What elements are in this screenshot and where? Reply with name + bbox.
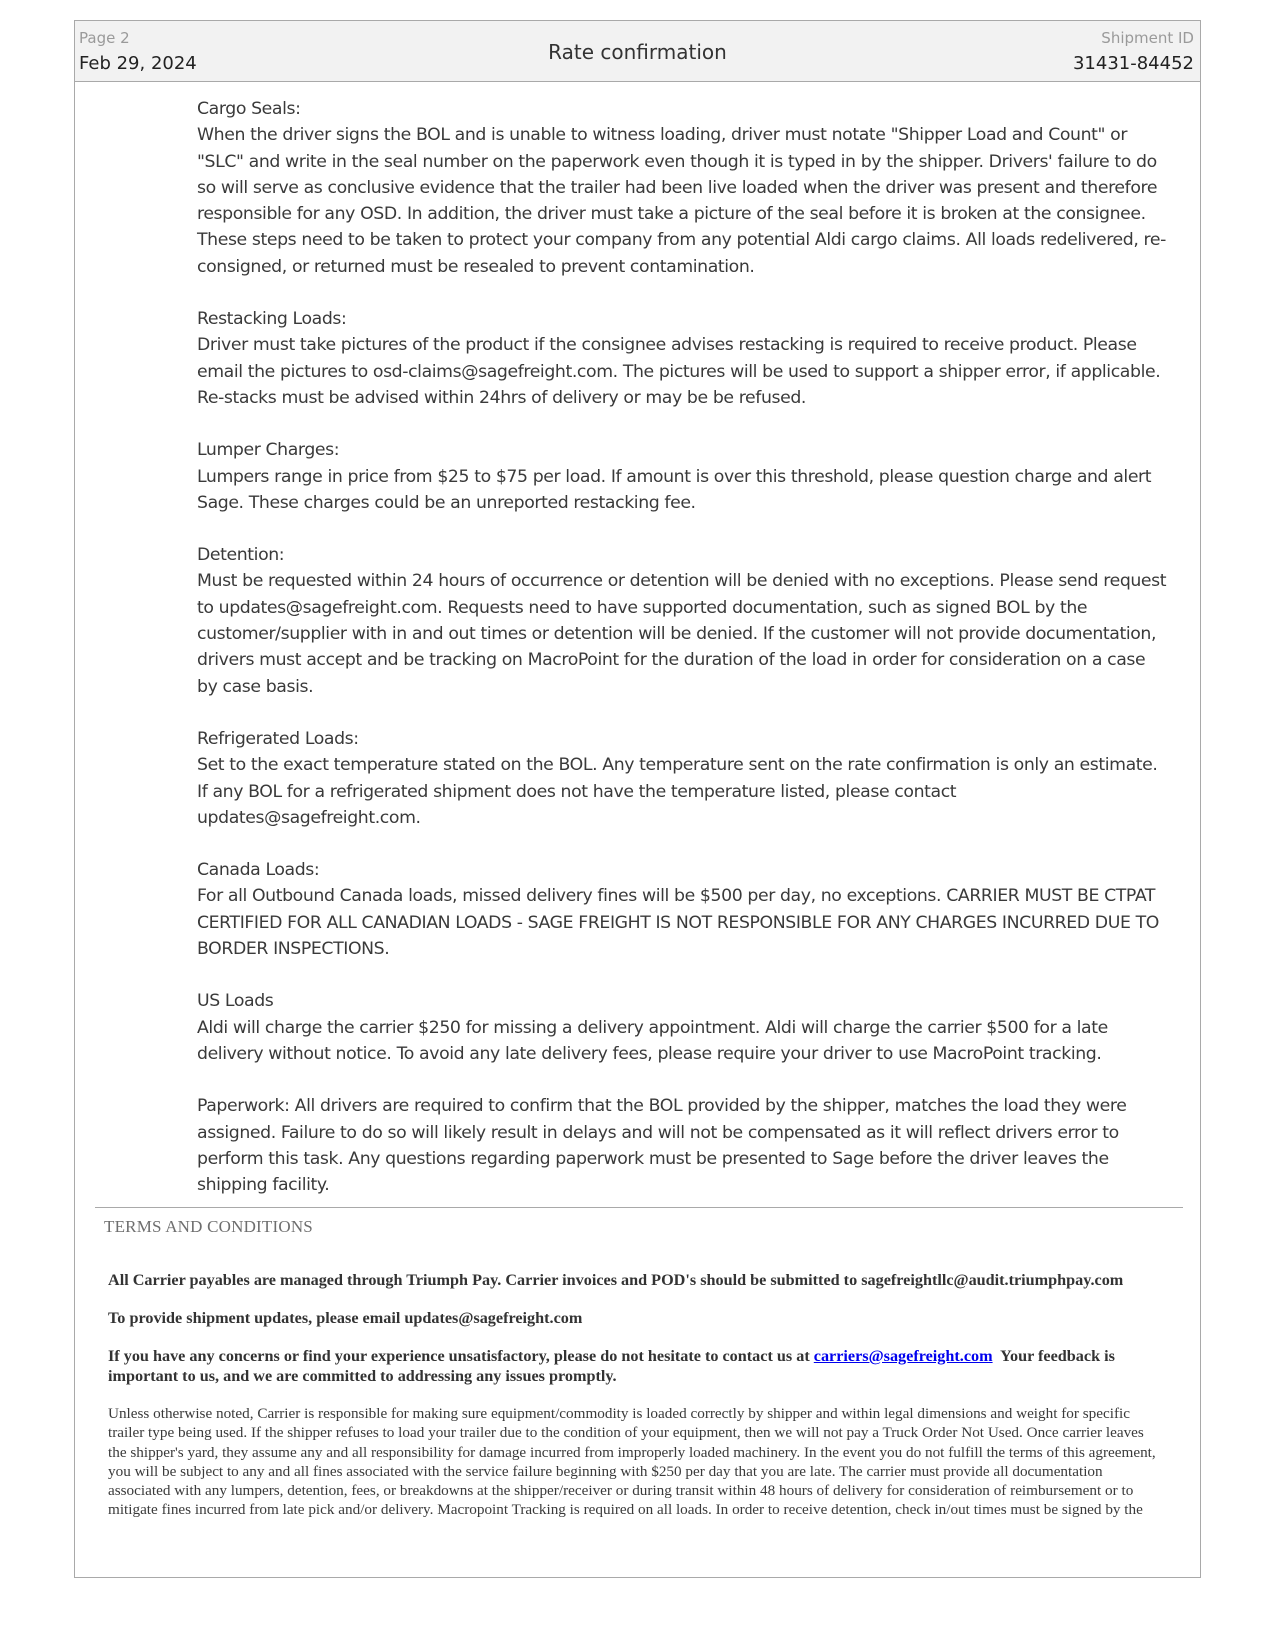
note-us-loads — [197, 988, 1167, 1067]
note-heading: Lumper Charges: — [197, 440, 340, 461]
note-heading: Restacking Loads: — [197, 309, 347, 330]
note-body: Driver must take pictures of the product if the consignee advises restacking is required to receive product. Please email the pictures to osd-claims@sagefreight.com. The pictures will be used to support a shipper error, if applicable. Re-stacks must be advised within 24hrs of delivery or may be be refused. — [197, 335, 1161, 408]
page-header — [75, 21, 1200, 82]
note-heading: Cargo Seals: — [197, 99, 301, 119]
note-detention — [197, 542, 1167, 700]
terms-triumph-pay: All Carrier payables are managed through Triumph Pay. Carrier invoices and POD's should be submitted to sagefreightllc@audit.triumphpay.com — [108, 1271, 1124, 1289]
note-body: For all Outbound Canada loads, missed delivery fines will be $500 per day, no exceptions. CARRIER MUST BE CTPAT CERTIFIED FOR ALL CANADIAN LOADS - SAGE FREIGHT IS NOT RESPONSIBLE FOR ANY CHARGES INCURRED DUE TO BORDER INSPECTIONS. — [197, 886, 1159, 960]
note-body: Lumpers range in price from $25 to $75 per load. If amount is over this threshold, please question charge and alert Sage. These charges could be an unreported restacking fee. — [197, 466, 1152, 513]
note-heading: Canada Loads: — [197, 860, 320, 881]
terms-concerns — [108, 1346, 1160, 1386]
carrier-instructions — [197, 96, 1167, 1224]
concerns-followup: Your feedback is important to us, and we are committed to addressing any issues promptly. — [108, 1347, 1115, 1385]
page-number: Page 2 — [79, 29, 130, 47]
note-refrigerated-loads — [197, 726, 1167, 831]
note-heading: Detention: — [197, 545, 285, 566]
terms-updates: To provide shipment updates, please email updates@sagefreight.com — [108, 1309, 583, 1327]
carriers-email-link[interactable]: carriers@sagefreight.com — [813, 1347, 993, 1365]
shipment-id: 31431-84452 — [1072, 53, 1194, 74]
note-body: When the driver signs the BOL and is unable to witness loading, driver must notate "Shipper Load and Count" or "SLC" and write in the seal number on the paperwork even though it is typed in by the shipper. Drivers' failure to do so will serve as conclusive evidence that the trailer had been live loaded when the driver was present and therefore responsible for any OSD. In addition, the driver must take a picture of the seal before it is broken at the consignee. These steps need to be taken to protect your company from any potential Aldi cargo claims. All loads redelivered, re-consigned, or returned must be resealed to prevent contamination. — [197, 125, 1166, 277]
terms-heading: TERMS AND CONDITIONS — [104, 1217, 313, 1236]
note-cargo-seals — [197, 96, 1167, 280]
note-heading: Refrigerated Loads: — [197, 728, 359, 749]
section-divider — [95, 1207, 1183, 1208]
terms-fine-print: Unless otherwise noted, Carrier is responsible for making sure equipment/commodity is loaded correctly by shipper and within legal dimensions and weight for specific trailer type being used. If the shipper refuses to load your trailer due to the condition of your equipment, then we will not pay a Truck Order Not Used. Once carrier leaves the shipper's yard, they assume any and all responsibility for damage incurred from improperly loaded machinery. In the event you do not fulfill the terms of this agreement, you will be subject to any and all fines associated with the service failure beginning with $250 per day that you are late. The carrier must provide all documentation associated with any lumpers, detention, fees, or breakdowns at the shipper/receiver or during transit within 48 hours of delivery for consideration of reimbursement or to mitigate fines incurred from late pick and/or delivery. Macropoint Tracking is required on all loads. In order to receive detention, check in/out times must be signed by the — [108, 1405, 1156, 1519]
shipment-id-label: Shipment ID — [1101, 29, 1194, 47]
note-body: Must be requested within 24 hours of occurrence or detention will be denied with no exceptions. Please send request to updates@sagefreight.com. Requests need to have supported documentation, such as signed BOL by the customer/supplier with in and out times or detention will be denied. If the customer will not provide documentation, drivers must accept and be tracking on MacroPoint for the duration of the load in order for consideration on a case by case basis. — [197, 571, 1167, 697]
note-paperwork: Paperwork: All drivers are required to confirm that the BOL provided by the shipper, matches the load they were assigned. Failure to do so will likely result in delays and will not be compensated as it will reflect drivers error to perform this task. Any questions regarding paperwork must be presented to Sage before the driver leaves the shipping facility. — [197, 1096, 1127, 1196]
note-canada-loads — [197, 857, 1167, 962]
note-heading: US Loads — [197, 991, 274, 1012]
document-page — [74, 20, 1201, 1578]
document-date: Feb 29, 2024 — [79, 53, 197, 74]
note-restacking-loads — [197, 306, 1167, 411]
note-body: Set to the exact temperature stated on the BOL. Any temperature sent on the rate confirmation is only an estimate. If any BOL for a refrigerated shipment does not have the temperature listed, please contact updates@sagefreight.com. — [197, 755, 1158, 828]
concerns-text: If you have any concerns or find your experience unsatisfactory, please do not hesitate to contact us at — [108, 1347, 810, 1365]
note-body: Aldi will charge the carrier $250 for missing a delivery appointment. Aldi will charge the carrier $500 for a late delivery without notice. To avoid any late delivery fees, please require your driver to use MacroPoint tracking. — [197, 1017, 1108, 1064]
note-lumper-charges — [197, 437, 1167, 516]
document-title: Rate confirmation — [548, 40, 727, 64]
terms-and-conditions — [108, 1270, 1160, 1520]
